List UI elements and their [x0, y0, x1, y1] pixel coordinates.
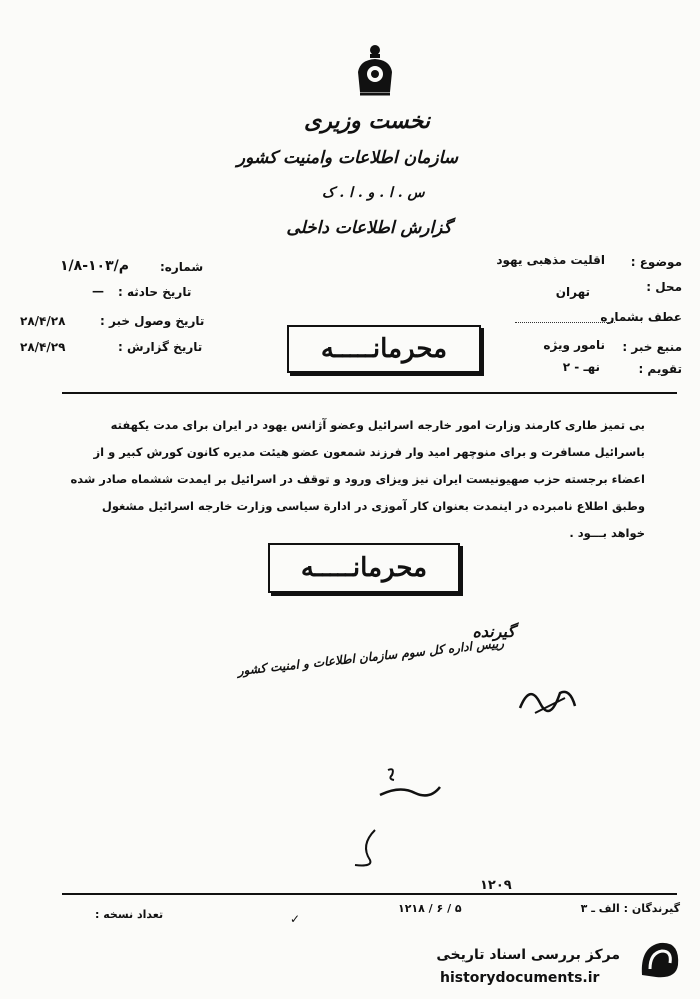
place-value: تهران — [555, 285, 590, 299]
copies-label: تعداد نسخه : — [95, 908, 164, 921]
signature-title: رییس اداره کل سوم سازمان اطلاعات و امنیت کشور — [237, 636, 505, 678]
footer-stamp-numbers: ۱۲۰۹ — [480, 878, 512, 893]
received-date-label: تاریخ وصول خبر : — [100, 314, 205, 328]
subject-value: اقلیت مذهبی یهود — [496, 253, 605, 267]
header-divider — [62, 392, 677, 394]
body-line: وطبق اطلاع نامبرده در اینمدت بعنوان کار آموزی در ادارة سیاسی وزارت خارجه اسرائیل مشغول — [101, 499, 645, 513]
body-line: خواهد بـــود . — [569, 526, 645, 540]
archive-logo-icon — [636, 935, 684, 983]
agency-title: سازمان اطلاعات وامنیت کشور — [236, 148, 458, 168]
watermark-name: مرکز بررسی اسناد تاریخی — [436, 947, 620, 963]
evaluation-label: تقویم : — [638, 362, 682, 376]
footer-date: ۱۲۱۸ / ۶ / ۵ — [398, 902, 462, 915]
handwritten-mark-icon — [360, 765, 450, 825]
report-type-title: گزارش اطلاعات داخلی — [286, 218, 452, 238]
informant-label: منبع خبر : — [622, 340, 682, 354]
signature-recipient: گیرنده — [472, 622, 515, 641]
handwritten-stroke-icon — [345, 825, 385, 870]
report-date-label: تاریخ گزارش : — [118, 340, 203, 354]
recipients-label: گیرندگان : الف ـ ۳ — [580, 902, 680, 915]
confidential-stamp-bottom: محرمانـــــه — [268, 543, 460, 593]
number-label: شماره: — [160, 260, 204, 274]
received-date-value: ۲۸/۴/۲۸ — [20, 314, 66, 328]
subject-label: موضوع : — [630, 255, 682, 269]
report-body — [50, 412, 645, 547]
event-date-value: — — [92, 284, 104, 298]
report-date-value: ۲۸/۴/۲۹ — [20, 340, 66, 354]
watermark-url: historydocuments.ir — [440, 970, 600, 986]
event-date-label: تاریخ حادثه : — [118, 285, 192, 299]
confidential-stamp-top: محرمانـــــه — [287, 325, 481, 373]
body-line: بی تمیز طاری کارمند وزارت امور خارجه اسرائیل وعضو آژانس یهود در ایران برای مدت یکهفته — [110, 418, 645, 432]
body-line: باسرائیل مسافرت و برای منوچهر امید وار فرزند شمعون عضو هیئت مدیره کانون کورش کبیر و از — [93, 445, 645, 459]
footer-divider — [62, 893, 677, 895]
org-title: نخست وزیری — [304, 108, 430, 134]
place-label: محل : — [646, 280, 682, 294]
footer-mark-icon: ✓ — [290, 912, 301, 926]
agency-code: س . ا . و . ا . ک — [322, 185, 425, 201]
informant-value: نامور ویژه — [543, 338, 605, 352]
reference-label: عطف بشماره — [600, 310, 682, 324]
reference-dotted-line — [515, 322, 615, 323]
number-value: ۱/۸-۱۰۳/م — [60, 258, 130, 274]
evaluation-value: نهـ - ۲ — [562, 360, 600, 374]
handwritten-signature-icon — [515, 678, 585, 718]
body-line: اعضاء برجسته حزب صهیونیست ایران نیز ویزای ورود و توقف در اسرائیل بر ایمدت ششماه صادر شده — [70, 472, 645, 486]
lion-and-sun-emblem-icon — [350, 42, 400, 100]
